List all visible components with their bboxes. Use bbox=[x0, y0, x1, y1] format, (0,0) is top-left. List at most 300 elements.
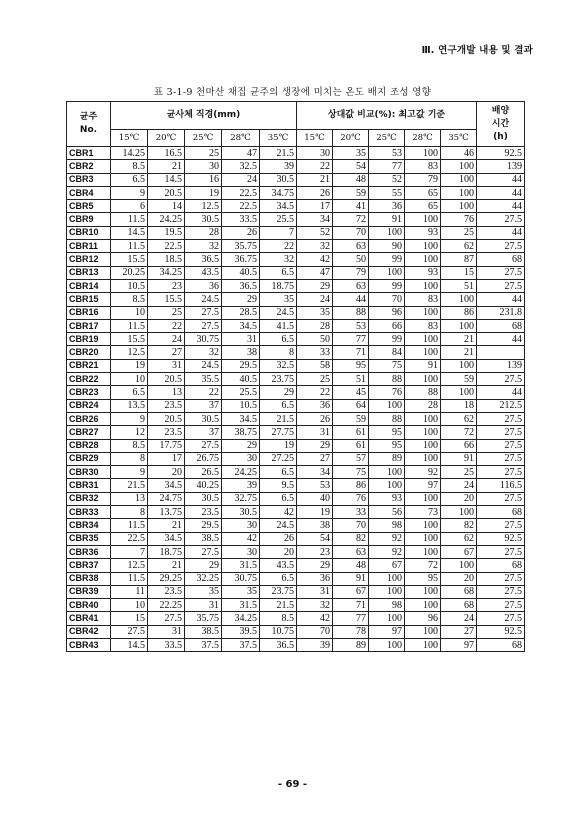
strain-id-cell: CBR4 bbox=[67, 186, 111, 199]
strain-id-cell: CBR20 bbox=[67, 346, 111, 359]
table-row bbox=[67, 386, 525, 399]
value-cell: 27.5 bbox=[477, 426, 525, 439]
table-row bbox=[67, 293, 525, 306]
value-cell: 27 bbox=[441, 625, 477, 638]
value-cell: 31 bbox=[297, 426, 333, 439]
value-cell: 6.5 bbox=[260, 333, 297, 346]
value-cell: 95 bbox=[405, 572, 441, 585]
value-cell: 23 bbox=[297, 545, 333, 558]
value-cell: 23.5 bbox=[148, 426, 185, 439]
value-cell: 44 bbox=[477, 226, 525, 239]
value-cell: 30.75 bbox=[222, 572, 260, 585]
value-cell: 28 bbox=[297, 319, 333, 332]
table-row bbox=[67, 359, 525, 372]
value-cell: 36.75 bbox=[222, 253, 260, 266]
value-cell: 47 bbox=[222, 147, 260, 160]
value-cell: 27.5 bbox=[185, 439, 222, 452]
table-row bbox=[67, 266, 525, 279]
value-cell: 36.5 bbox=[222, 279, 260, 292]
strain-id-cell: CBR16 bbox=[67, 306, 111, 319]
value-cell: 43.5 bbox=[185, 266, 222, 279]
culture-time-header: 배양 시간 (h) bbox=[477, 102, 525, 147]
value-cell: 100 bbox=[441, 173, 477, 186]
value-cell: 27.5 bbox=[477, 492, 525, 505]
value-cell: 34.5 bbox=[222, 412, 260, 425]
strain-id-cell: CBR40 bbox=[67, 599, 111, 612]
value-cell: 26.75 bbox=[185, 452, 222, 465]
strain-id-cell: CBR43 bbox=[67, 638, 111, 651]
value-cell: 68 bbox=[477, 559, 525, 572]
table-row bbox=[67, 492, 525, 505]
value-cell: 55 bbox=[369, 186, 405, 199]
value-cell: 100 bbox=[369, 226, 405, 239]
value-cell: 43.5 bbox=[260, 559, 297, 572]
value-cell: 76 bbox=[333, 492, 369, 505]
table-row bbox=[67, 147, 525, 160]
value-cell: 13 bbox=[111, 492, 148, 505]
temp-header: 25℃ bbox=[185, 130, 222, 147]
strain-id-cell: CBR13 bbox=[67, 266, 111, 279]
value-cell: 11.5 bbox=[111, 319, 148, 332]
value-cell: 91 bbox=[333, 572, 369, 585]
value-cell: 35 bbox=[260, 293, 297, 306]
value-cell: 34 bbox=[297, 466, 333, 479]
value-cell: 37 bbox=[185, 426, 222, 439]
value-cell: 20.5 bbox=[148, 373, 185, 386]
strain-id-cell: CBR34 bbox=[67, 519, 111, 532]
table-row bbox=[67, 439, 525, 452]
value-cell: 23.5 bbox=[148, 399, 185, 412]
value-cell: 36 bbox=[369, 200, 405, 213]
value-cell: 34.25 bbox=[222, 612, 260, 625]
value-cell: 34.5 bbox=[148, 479, 185, 492]
value-cell: 30 bbox=[297, 147, 333, 160]
value-cell: 34 bbox=[297, 213, 333, 226]
value-cell: 7 bbox=[111, 545, 148, 558]
value-cell: 50 bbox=[333, 253, 369, 266]
value-cell: 35.5 bbox=[185, 373, 222, 386]
table-row bbox=[67, 559, 525, 572]
value-cell: 41.5 bbox=[260, 319, 297, 332]
value-cell: 14.5 bbox=[111, 638, 148, 651]
value-cell: 93 bbox=[405, 266, 441, 279]
value-cell: 26 bbox=[222, 226, 260, 239]
value-cell: 64 bbox=[333, 399, 369, 412]
value-cell: 10.75 bbox=[260, 625, 297, 638]
value-cell: 100 bbox=[405, 333, 441, 346]
value-cell: 27.5 bbox=[148, 612, 185, 625]
value-cell: 20 bbox=[148, 466, 185, 479]
value-cell: 100 bbox=[369, 266, 405, 279]
table-row bbox=[67, 306, 525, 319]
value-cell: 100 bbox=[405, 279, 441, 292]
value-cell: 68 bbox=[477, 253, 525, 266]
value-cell: 70 bbox=[333, 226, 369, 239]
value-cell: 29.5 bbox=[222, 359, 260, 372]
value-cell: 9.5 bbox=[260, 479, 297, 492]
value-cell: 97 bbox=[441, 638, 477, 651]
value-cell: 100 bbox=[405, 147, 441, 160]
value-cell: 88 bbox=[369, 412, 405, 425]
value-cell: 32.5 bbox=[222, 160, 260, 173]
value-cell: 68 bbox=[477, 638, 525, 651]
value-cell: 96 bbox=[369, 306, 405, 319]
value-cell: 11.5 bbox=[111, 240, 148, 253]
value-cell: 44 bbox=[477, 333, 525, 346]
value-cell: 29.25 bbox=[148, 572, 185, 585]
value-cell: 18 bbox=[441, 399, 477, 412]
table-row bbox=[67, 585, 525, 598]
value-cell: 56 bbox=[369, 506, 405, 519]
table-row bbox=[67, 399, 525, 412]
value-cell: 24 bbox=[222, 173, 260, 186]
value-cell: 44 bbox=[477, 173, 525, 186]
value-cell: 42 bbox=[260, 506, 297, 519]
value-cell: 35 bbox=[333, 147, 369, 160]
value-cell: 29.5 bbox=[185, 519, 222, 532]
temp-header: 15℃ bbox=[111, 130, 148, 147]
value-cell: 18.75 bbox=[260, 279, 297, 292]
value-cell: 52 bbox=[297, 226, 333, 239]
table-row bbox=[67, 186, 525, 199]
value-cell: 23.75 bbox=[260, 585, 297, 598]
value-cell: 83 bbox=[405, 293, 441, 306]
value-cell: 8.5 bbox=[260, 612, 297, 625]
value-cell: 19 bbox=[260, 439, 297, 452]
value-cell: 24.5 bbox=[185, 293, 222, 306]
page-number: - 69 - bbox=[277, 779, 308, 790]
value-cell: 29 bbox=[222, 439, 260, 452]
growth-table bbox=[66, 101, 525, 652]
value-cell: 70 bbox=[369, 293, 405, 306]
strain-id-cell: CBR5 bbox=[67, 200, 111, 213]
value-cell: 39 bbox=[297, 638, 333, 651]
strain-id-cell: CBR36 bbox=[67, 545, 111, 558]
value-cell: 24.5 bbox=[260, 519, 297, 532]
value-cell: 28 bbox=[405, 399, 441, 412]
value-cell: 63 bbox=[333, 279, 369, 292]
value-cell: 27.5 bbox=[477, 545, 525, 558]
value-cell: 39 bbox=[260, 160, 297, 173]
value-cell: 6.5 bbox=[260, 572, 297, 585]
value-cell: 100 bbox=[369, 399, 405, 412]
value-cell: 29 bbox=[297, 559, 333, 572]
value-cell: 47 bbox=[297, 266, 333, 279]
value-cell: 13.5 bbox=[111, 399, 148, 412]
value-cell: 34.25 bbox=[148, 266, 185, 279]
value-cell: 18.75 bbox=[148, 545, 185, 558]
value-cell: 25 bbox=[185, 147, 222, 160]
value-cell: 8 bbox=[260, 346, 297, 359]
value-cell: 30.5 bbox=[185, 213, 222, 226]
value-cell: 40.5 bbox=[222, 373, 260, 386]
strain-id-cell: CBR14 bbox=[67, 279, 111, 292]
value-cell: 100 bbox=[369, 638, 405, 651]
value-cell: 79 bbox=[405, 173, 441, 186]
value-cell: 20 bbox=[441, 572, 477, 585]
table-row bbox=[67, 226, 525, 239]
table-row bbox=[67, 599, 525, 612]
value-cell: 6.5 bbox=[260, 266, 297, 279]
value-cell: 15 bbox=[441, 266, 477, 279]
table-row bbox=[67, 625, 525, 638]
value-cell: 65 bbox=[405, 186, 441, 199]
value-cell: 99 bbox=[369, 333, 405, 346]
value-cell: 6.5 bbox=[260, 492, 297, 505]
value-cell: 62 bbox=[441, 532, 477, 545]
value-cell: 6.5 bbox=[260, 466, 297, 479]
value-cell: 71 bbox=[333, 599, 369, 612]
value-cell: 11.5 bbox=[111, 572, 148, 585]
temp-header: 20℃ bbox=[148, 130, 185, 147]
value-cell: 23.75 bbox=[260, 373, 297, 386]
value-cell: 31 bbox=[297, 585, 333, 598]
table-row bbox=[67, 452, 525, 465]
value-cell: 32.5 bbox=[260, 359, 297, 372]
value-cell: 83 bbox=[405, 160, 441, 173]
strain-id-cell: CBR41 bbox=[67, 612, 111, 625]
value-cell: 40.25 bbox=[185, 479, 222, 492]
temp-header: 20℃ bbox=[333, 130, 369, 147]
value-cell: 100 bbox=[369, 612, 405, 625]
value-cell: 32 bbox=[297, 599, 333, 612]
value-cell: 53 bbox=[369, 147, 405, 160]
value-cell: 24 bbox=[441, 479, 477, 492]
value-cell: 91 bbox=[441, 452, 477, 465]
value-cell: 27.5 bbox=[477, 452, 525, 465]
value-cell: 10.5 bbox=[222, 399, 260, 412]
value-cell: 22 bbox=[148, 319, 185, 332]
value-cell: 41 bbox=[333, 200, 369, 213]
value-cell: 27.5 bbox=[477, 599, 525, 612]
value-cell: 22.5 bbox=[222, 186, 260, 199]
value-cell: 19 bbox=[297, 506, 333, 519]
value-cell: 34.5 bbox=[260, 200, 297, 213]
value-cell: 17 bbox=[297, 200, 333, 213]
value-cell: 38 bbox=[222, 346, 260, 359]
strain-id-cell: CBR1 bbox=[67, 147, 111, 160]
value-cell: 91 bbox=[405, 359, 441, 372]
value-cell: 15.5 bbox=[111, 253, 148, 266]
value-cell: 32 bbox=[185, 346, 222, 359]
strain-id-cell: CBR30 bbox=[67, 466, 111, 479]
strain-id-cell: CBR39 bbox=[67, 585, 111, 598]
value-cell: 37.5 bbox=[185, 638, 222, 651]
value-cell: 95 bbox=[333, 359, 369, 372]
value-cell: 100 bbox=[405, 373, 441, 386]
table-row bbox=[67, 333, 525, 346]
value-cell: 20.5 bbox=[148, 412, 185, 425]
value-cell: 6 bbox=[111, 200, 148, 213]
value-cell: 35 bbox=[297, 306, 333, 319]
value-cell: 15.5 bbox=[148, 293, 185, 306]
table-row bbox=[67, 612, 525, 625]
value-cell: 77 bbox=[333, 612, 369, 625]
value-cell: 27.5 bbox=[477, 572, 525, 585]
value-cell: 86 bbox=[441, 306, 477, 319]
table-body bbox=[67, 147, 525, 652]
value-cell: 97 bbox=[369, 625, 405, 638]
value-cell: 100 bbox=[405, 492, 441, 505]
strain-id-cell: CBR21 bbox=[67, 359, 111, 372]
value-cell: 42 bbox=[222, 532, 260, 545]
section-header: Ⅲ. 연구개발 내용 및 결과 bbox=[421, 45, 533, 56]
value-cell: 67 bbox=[369, 559, 405, 572]
strain-id-cell: CBR3 bbox=[67, 173, 111, 186]
value-cell: 100 bbox=[369, 585, 405, 598]
table-row bbox=[67, 506, 525, 519]
value-cell: 48 bbox=[333, 559, 369, 572]
value-cell: 67 bbox=[333, 585, 369, 598]
value-cell: 21.5 bbox=[111, 479, 148, 492]
strain-id-cell: CBR19 bbox=[67, 333, 111, 346]
strain-id-cell: CBR15 bbox=[67, 293, 111, 306]
value-cell: 68 bbox=[477, 506, 525, 519]
value-cell: 38.75 bbox=[222, 426, 260, 439]
value-cell: 19 bbox=[185, 186, 222, 199]
value-cell: 20 bbox=[441, 492, 477, 505]
value-cell: 38.5 bbox=[185, 625, 222, 638]
value-cell: 28 bbox=[185, 226, 222, 239]
value-cell: 100 bbox=[441, 386, 477, 399]
value-cell: 53 bbox=[297, 479, 333, 492]
value-cell: 11.5 bbox=[111, 213, 148, 226]
value-cell: 20 bbox=[260, 545, 297, 558]
strain-id-cell: CBR37 bbox=[67, 559, 111, 572]
value-cell: 12 bbox=[111, 426, 148, 439]
value-cell: 77 bbox=[333, 333, 369, 346]
value-cell: 16.5 bbox=[148, 147, 185, 160]
value-cell: 100 bbox=[405, 519, 441, 532]
table-row bbox=[67, 346, 525, 359]
value-cell: 30 bbox=[222, 545, 260, 558]
table-row bbox=[67, 200, 525, 213]
value-cell: 116.5 bbox=[477, 479, 525, 492]
value-cell: 26 bbox=[297, 186, 333, 199]
value-cell: 6.5 bbox=[260, 399, 297, 412]
value-cell: 44 bbox=[477, 186, 525, 199]
value-cell: 22.5 bbox=[148, 240, 185, 253]
value-cell: 71 bbox=[333, 346, 369, 359]
value-cell: 8 bbox=[111, 506, 148, 519]
value-cell: 17.75 bbox=[148, 439, 185, 452]
value-cell: 100 bbox=[405, 346, 441, 359]
table-row bbox=[67, 173, 525, 186]
value-cell: 100 bbox=[369, 572, 405, 585]
table-row bbox=[67, 426, 525, 439]
value-cell: 21 bbox=[297, 173, 333, 186]
value-cell: 13 bbox=[148, 386, 185, 399]
value-cell: 100 bbox=[405, 545, 441, 558]
value-cell: 36 bbox=[297, 572, 333, 585]
table-row bbox=[67, 319, 525, 332]
value-cell: 100 bbox=[405, 439, 441, 452]
value-cell: 27.5 bbox=[185, 319, 222, 332]
value-cell: 21 bbox=[441, 333, 477, 346]
strain-id-cell: CBR10 bbox=[67, 226, 111, 239]
value-cell: 100 bbox=[441, 293, 477, 306]
value-cell: 30.5 bbox=[222, 506, 260, 519]
value-cell: 9 bbox=[111, 412, 148, 425]
value-cell: 14.5 bbox=[148, 173, 185, 186]
value-cell: 139 bbox=[477, 160, 525, 173]
temp-header: 35℃ bbox=[260, 130, 297, 147]
value-cell: 27.5 bbox=[185, 306, 222, 319]
value-cell: 24.25 bbox=[148, 213, 185, 226]
value-cell: 99 bbox=[369, 253, 405, 266]
value-cell: 92 bbox=[405, 466, 441, 479]
value-cell: 11.5 bbox=[111, 519, 148, 532]
strain-id-cell: CBR29 bbox=[67, 452, 111, 465]
value-cell: 30 bbox=[185, 160, 222, 173]
value-cell: 29 bbox=[297, 439, 333, 452]
value-cell: 27.5 bbox=[477, 213, 525, 226]
value-cell: 42 bbox=[297, 253, 333, 266]
value-cell: 59 bbox=[441, 373, 477, 386]
value-cell: 21 bbox=[148, 559, 185, 572]
value-cell: 44 bbox=[477, 386, 525, 399]
value-cell: 13.75 bbox=[148, 506, 185, 519]
value-cell: 12.5 bbox=[111, 346, 148, 359]
value-cell: 33.5 bbox=[222, 213, 260, 226]
value-cell: 16 bbox=[185, 173, 222, 186]
value-cell: 88 bbox=[405, 386, 441, 399]
value-cell: 54 bbox=[333, 160, 369, 173]
value-cell: 95 bbox=[369, 439, 405, 452]
value-cell: 100 bbox=[441, 506, 477, 519]
value-cell: 29 bbox=[260, 386, 297, 399]
value-cell: 25 bbox=[297, 373, 333, 386]
value-cell: 27.5 bbox=[185, 545, 222, 558]
value-cell: 27.5 bbox=[477, 466, 525, 479]
value-cell: 44 bbox=[333, 293, 369, 306]
value-cell: 212.5 bbox=[477, 399, 525, 412]
value-cell: 82 bbox=[441, 519, 477, 532]
value-cell: 63 bbox=[333, 240, 369, 253]
value-cell: 92 bbox=[369, 545, 405, 558]
value-cell: 32 bbox=[185, 240, 222, 253]
value-cell: 58 bbox=[297, 359, 333, 372]
value-cell: 57 bbox=[333, 452, 369, 465]
value-cell: 51 bbox=[333, 373, 369, 386]
value-cell: 21.5 bbox=[260, 147, 297, 160]
value-cell: 9 bbox=[111, 186, 148, 199]
value-cell: 21 bbox=[148, 160, 185, 173]
value-cell: 27.5 bbox=[477, 373, 525, 386]
value-cell: 27 bbox=[148, 346, 185, 359]
value-cell: 17 bbox=[148, 452, 185, 465]
value-cell: 23.5 bbox=[185, 506, 222, 519]
value-cell: 93 bbox=[369, 492, 405, 505]
value-cell: 50 bbox=[297, 333, 333, 346]
strain-id-cell: CBR24 bbox=[67, 399, 111, 412]
value-cell: 24.25 bbox=[222, 466, 260, 479]
value-cell: 37.5 bbox=[222, 638, 260, 651]
value-cell: 42 bbox=[297, 612, 333, 625]
value-cell: 84 bbox=[369, 346, 405, 359]
value-cell: 89 bbox=[369, 452, 405, 465]
value-cell: 27 bbox=[297, 452, 333, 465]
value-cell: 92 bbox=[369, 532, 405, 545]
table-row bbox=[67, 545, 525, 558]
value-cell: 27.5 bbox=[477, 519, 525, 532]
value-cell: 19 bbox=[111, 359, 148, 372]
value-cell: 75 bbox=[333, 466, 369, 479]
value-cell: 25 bbox=[148, 306, 185, 319]
value-cell: 139 bbox=[477, 359, 525, 372]
value-cell: 27.5 bbox=[477, 279, 525, 292]
value-cell: 100 bbox=[405, 412, 441, 425]
